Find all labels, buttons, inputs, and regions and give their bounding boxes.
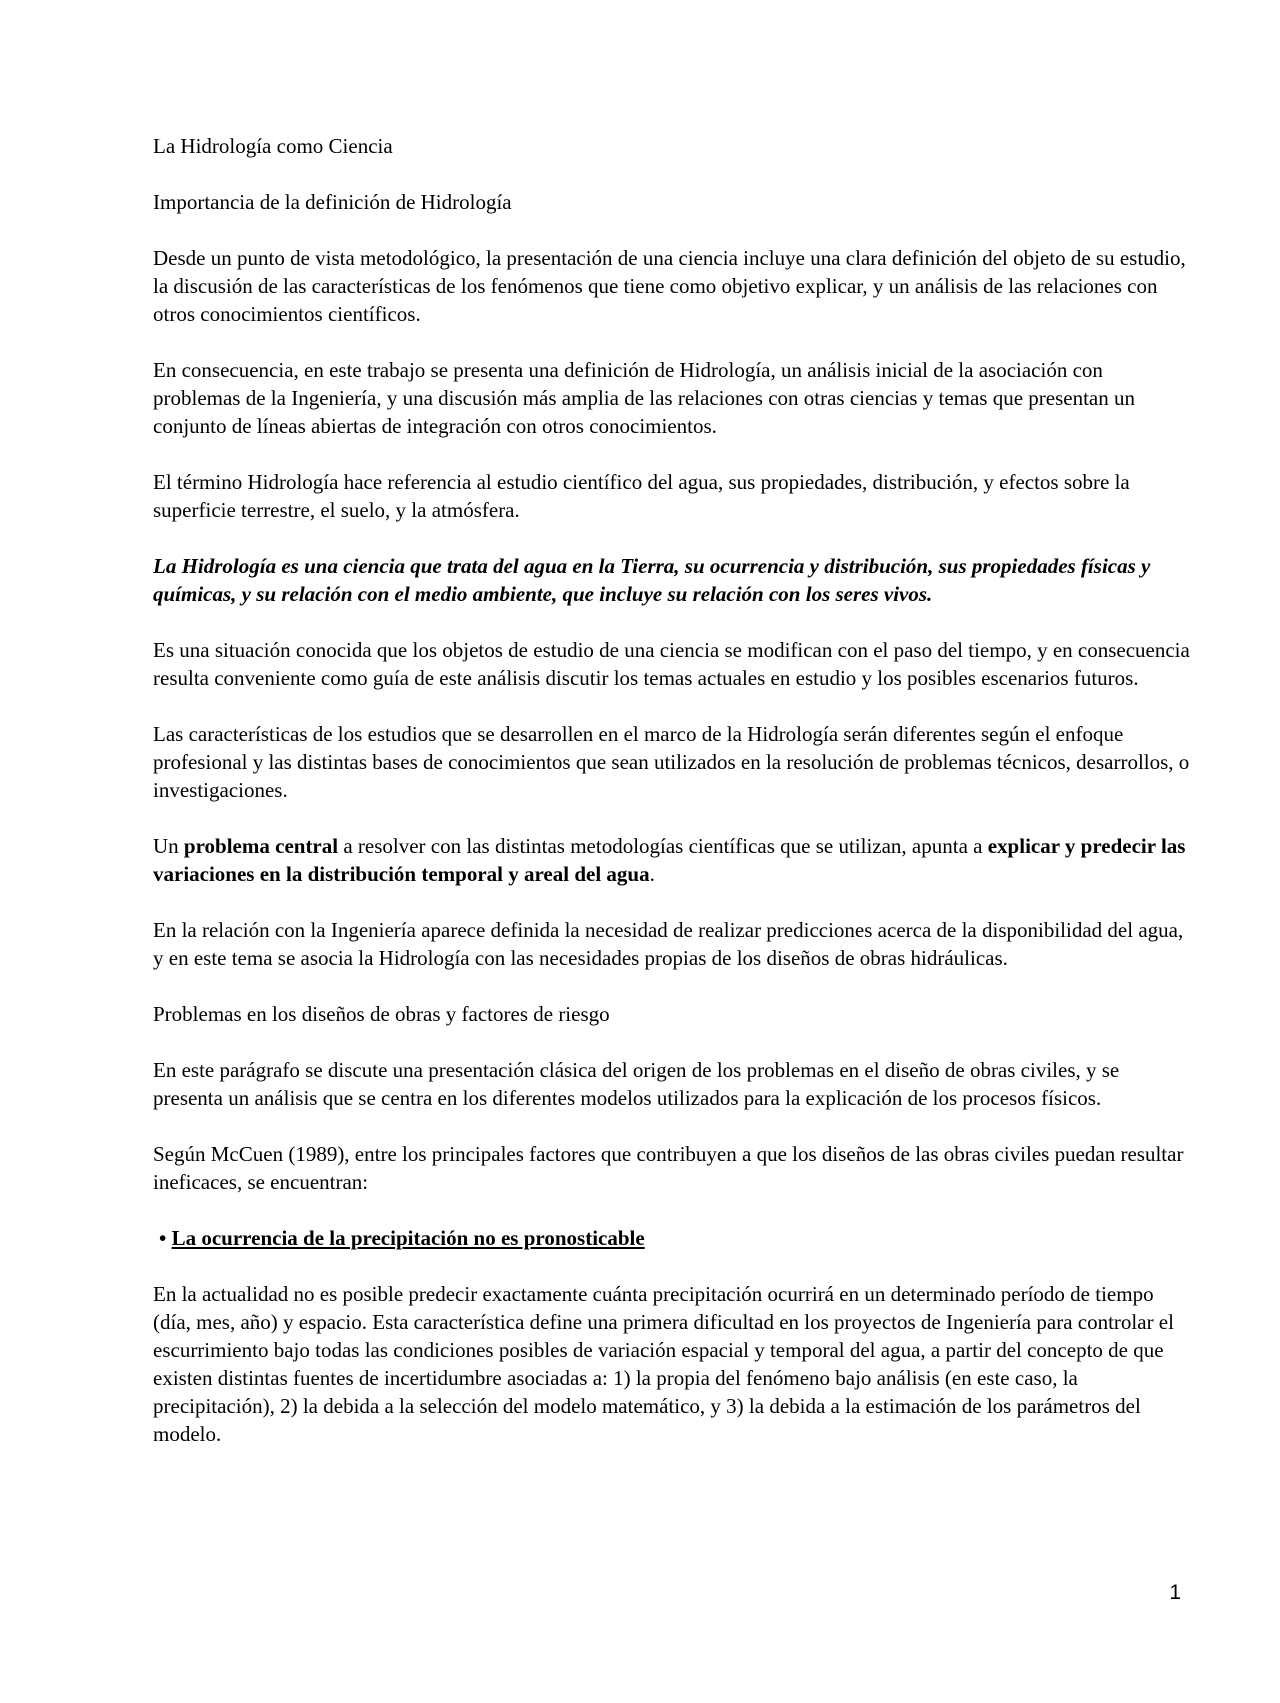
central-problem-text-2: a resolver con las distintas metodologías científicas que se utilizan, apunta a xyxy=(338,834,988,858)
paragraph-classic-presentation: En este parágrafo se discute una presentación clásica del origen de los problemas en el diseño de obras civiles, y se presenta un análisis que se centra en los diferentes modelos utilizados para la explicación de los procesos físicos. xyxy=(153,1058,1120,1110)
central-problem-bold-2: explicar y predecir las variaciones en la distribución temporal y areal del agua xyxy=(153,834,1186,886)
bullet-marker: • xyxy=(159,1226,167,1250)
section-heading-risk: Problemas en los diseños de obras y factores de riesgo xyxy=(153,1002,610,1026)
document-body xyxy=(153,132,1193,1476)
bullet-item-text: La ocurrencia de la precipitación no es pronosticable xyxy=(171,1226,645,1250)
paragraph-engineering: En la relación con la Ingeniería aparece definida la necesidad de realizar predicciones acerca de la disponibilidad del agua, y en este tema se asocia la Hidrología con las necesidades propias de los diseños de obras hidráulicas. xyxy=(153,918,1184,970)
paragraph-study-objects: Es una situación conocida que los objetos de estudio de una ciencia se modifican con el paso del tiempo, y en consecuencia resulta conveniente como guía de este análisis discutir los temas actuales en estudio y los posibles escenarios futuros. xyxy=(153,638,1190,690)
paragraph-mccuen: Según McCuen (1989), entre los principales factores que contribuyen a que los diseños de las obras civiles puedan resultar ineficaces, se encuentran: xyxy=(153,1142,1184,1194)
central-problem-text-3: . xyxy=(649,862,655,886)
page-number: 1 xyxy=(1169,1581,1181,1604)
paragraph-methodology: Desde un punto de vista metodológico, la presentación de una ciencia incluye una clara definición del objeto de su estudio, la discusión de las características de los fenómenos que tiene como objetivo explicar, y un análisis de las relaciones con otros conocimientos científicos. xyxy=(153,246,1186,326)
central-problem-bold-1: problema central xyxy=(183,834,339,858)
paragraph-consequence: En consecuencia, en este trabajo se presenta una definición de Hidrología, un análisis inicial de la asociación con problemas de la Ingeniería, y una discusión más amplia de las relaciones con otras ciencias y temas que presentan un conjunto de líneas abiertas de integración con otros conocimientos. xyxy=(153,358,1135,438)
bullet-item-precipitation xyxy=(153,1224,1193,1252)
document-title: La Hidrología como Ciencia xyxy=(153,134,393,158)
central-problem-text-1: Un xyxy=(153,834,184,858)
paragraph-central-problem xyxy=(153,832,1193,888)
hydrology-definition: La Hidrología es una ciencia que trata del agua en la Tierra, su ocurrencia y distribución, sus propiedades físicas y químicas, y su relación con el medio ambiente, que incluye su relación con los seres vivos. xyxy=(153,554,1151,606)
section-heading-definition: Importancia de la definición de Hidrología xyxy=(153,190,512,214)
paragraph-precipitation-prediction: En la actualidad no es posible predecir exactamente cuánta precipitación ocurrirá en un determinado período de tiempo (día, mes, año) y espacio. Esta característica define una primera dificultad en los proyectos de Ingeniería para controlar el escurrimiento bajo todas las condiciones posibles de variación espacial y temporal del agua, a partir del concepto de que existen distintas fuentes de incertidumbre asociadas a: 1) la propia del fenómeno bajo análisis (en este caso, la precipitación), 2) la debida a la selección del modelo matemático, y 3) la debida a la estimación de los parámetros del modelo. xyxy=(153,1282,1174,1446)
paragraph-term: El término Hidrología hace referencia al estudio científico del agua, sus propiedades, distribución, y efectos sobre la superficie terrestre, el suelo, y la atmósfera. xyxy=(153,470,1130,522)
paragraph-study-characteristics: Las características de los estudios que se desarrollen en el marco de la Hidrología serán diferentes según el enfoque profesional y las distintas bases de conocimientos que sean utilizados en la resolución de problemas técnicos, desarrollos, o investigaciones. xyxy=(153,722,1190,802)
